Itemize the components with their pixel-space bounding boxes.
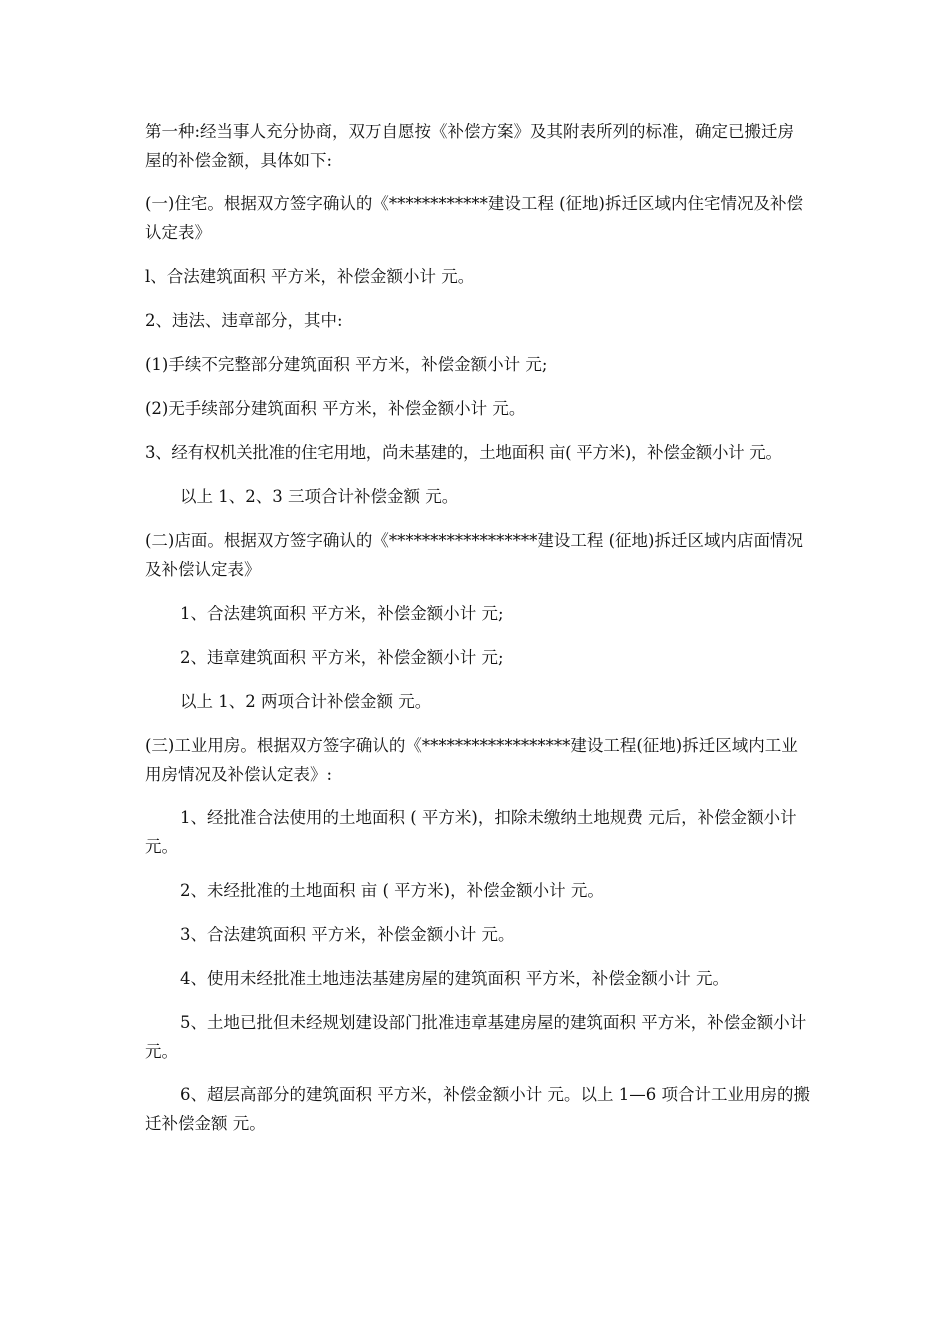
paragraph-industrial-item-6: 6、超层高部分的建筑面积 平方米，补偿金额小计 元。以上 1—6 项合计工业用房的搬迁补偿金额 元。 — [145, 1085, 810, 1133]
paragraph-shopfront-total: 以上 1、2 两项合计补偿金额 元。 — [180, 692, 432, 711]
paragraph-industrial-item-3: 3、合法建筑面积 平方米，补偿金额小计 元。 — [180, 925, 515, 944]
paragraph-residential-item-2: 2、违法、违章部分，其中: — [145, 311, 343, 330]
paragraph-industrial-item-1: 1、经批准合法使用的土地面积 ( 平方米)，扣除未缴纳土地规费 元后，补偿金额小计 元。 — [145, 808, 797, 856]
paragraph-shopfront-item-2: 2、违章建筑面积 平方米，补偿金额小计 元; — [180, 648, 504, 667]
paragraph-intro: 第一种:经当事人充分协商，双万自愿按《补偿方案》及其附表所列的标准，确定已搬迁房屋的补偿金额，具体如下: — [145, 122, 795, 170]
paragraph-shopfront-heading: (二)店面。根据双方签字确认的《******************建设工程 (征地)拆迁区域内店面情况及补偿认定表》 — [145, 531, 803, 579]
paragraph-industrial-heading: (三)工业用房。根据双方签字确认的《******************建设工程(征地)拆迁区域内工业用房情况及补偿认定表》: — [145, 736, 798, 784]
paragraph-residential-total: 以上 1、2、3 三项合计补偿金额 元。 — [180, 487, 459, 506]
paragraph-industrial-item-5: 5、土地已批但未经规划建设部门批准违章基建房屋的建筑面积 平方米，补偿金额小计 元。 — [145, 1013, 807, 1061]
paragraph-shopfront-item-1: 1、合法建筑面积 平方米，补偿金额小计 元; — [180, 604, 504, 623]
paragraph-residential-heading: (一)住宅。根据双方签字确认的《************建设工程 (征地)拆迁区域内住宅情况及补偿认定表》 — [145, 194, 803, 242]
paragraph-industrial-item-4: 4、使用未经批准土地违法基建房屋的建筑面积 平方米，补偿金额小计 元。 — [180, 969, 729, 988]
paragraph-residential-item-2-2: (2)无手续部分建筑面积 平方米，补偿金额小计 元。 — [145, 399, 526, 418]
paragraph-residential-item-2-1: (1)手续不完整部分建筑面积 平方米，补偿金额小计 元; — [145, 355, 548, 374]
paragraph-industrial-item-2: 2、未经批准的土地面积 亩 ( 平方米)，补偿金额小计 元。 — [180, 881, 604, 900]
paragraph-residential-item-1: l、合法建筑面积 平方米，补偿金额小计 元。 — [145, 267, 475, 286]
paragraph-residential-item-3: 3、经有权机关批准的住宅用地，尚未基建的，土地面积 亩( 平方米)，补偿金额小计 元。 — [145, 443, 782, 462]
